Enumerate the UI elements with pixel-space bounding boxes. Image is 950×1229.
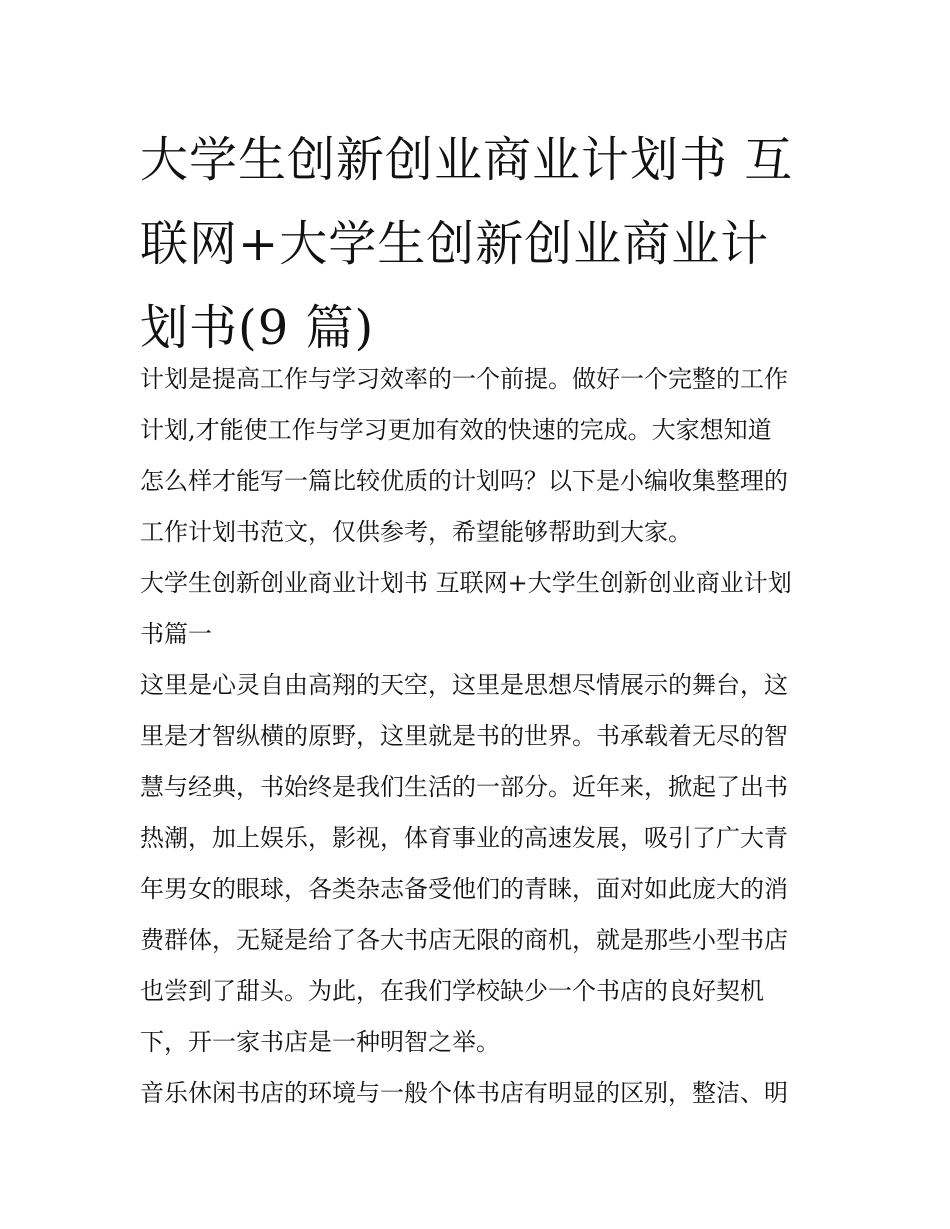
body-paragraph-1 (140, 660, 820, 1068)
title-line: 大学生创新创业商业计划书 互 (140, 132, 794, 188)
text-line: 音乐休闲书店的环境与一般个体书店有明显的区别，整洁、明 (140, 1079, 788, 1107)
title-line: 联网+大学生创新创业商业计 (140, 216, 770, 272)
text-line: 热潮，加上娱乐，影视，体育事业的高速发展，吸引了广大青 (140, 824, 788, 852)
text-line: 书篇一 (140, 620, 212, 648)
text-line: 下，开一家书店是一种明智之举。 (140, 1028, 500, 1056)
section-heading (140, 558, 820, 660)
text-line: 年男女的眼球，各类杂志备受他们的青睐，面对如此庞大的消 (140, 875, 788, 903)
title-line: 划书(9 篇) (140, 300, 375, 356)
text-line: 工作计划书范文，仅供参考，希望能够帮助到大家。 (140, 518, 692, 546)
text-line: 大学生创新创业商业计划书 互联网+大学生创新创业商业计划 (140, 569, 792, 597)
document-body (140, 354, 820, 1119)
text-line: 慧与经典，书始终是我们生活的一部分。近年来，掀起了出书 (140, 773, 788, 801)
text-line: 怎么样才能写一篇比较优质的计划吗？以下是小编收集整理的 (140, 467, 788, 495)
text-line: 里是才智纵横的原野，这里就是书的世界。书承载着无尽的智 (140, 722, 788, 750)
text-line: 计划,才能使工作与学习更加有效的快速的完成。大家想知道 (140, 416, 772, 444)
text-line: 这里是心灵自由高翔的天空，这里是思想尽情展示的舞台，这 (140, 671, 788, 699)
text-line: 也尝到了甜头。为此，在我们学校缺少一个书店的良好契机 (140, 977, 764, 1005)
body-paragraph-2 (140, 1068, 820, 1119)
intro-paragraph (140, 354, 820, 558)
text-line: 计划是提高工作与学习效率的一个前提。做好一个完整的工作 (140, 365, 788, 393)
text-line: 费群体，无疑是给了各大书店无限的商机，就是那些小型书店 (140, 926, 788, 954)
document-title (140, 118, 820, 370)
